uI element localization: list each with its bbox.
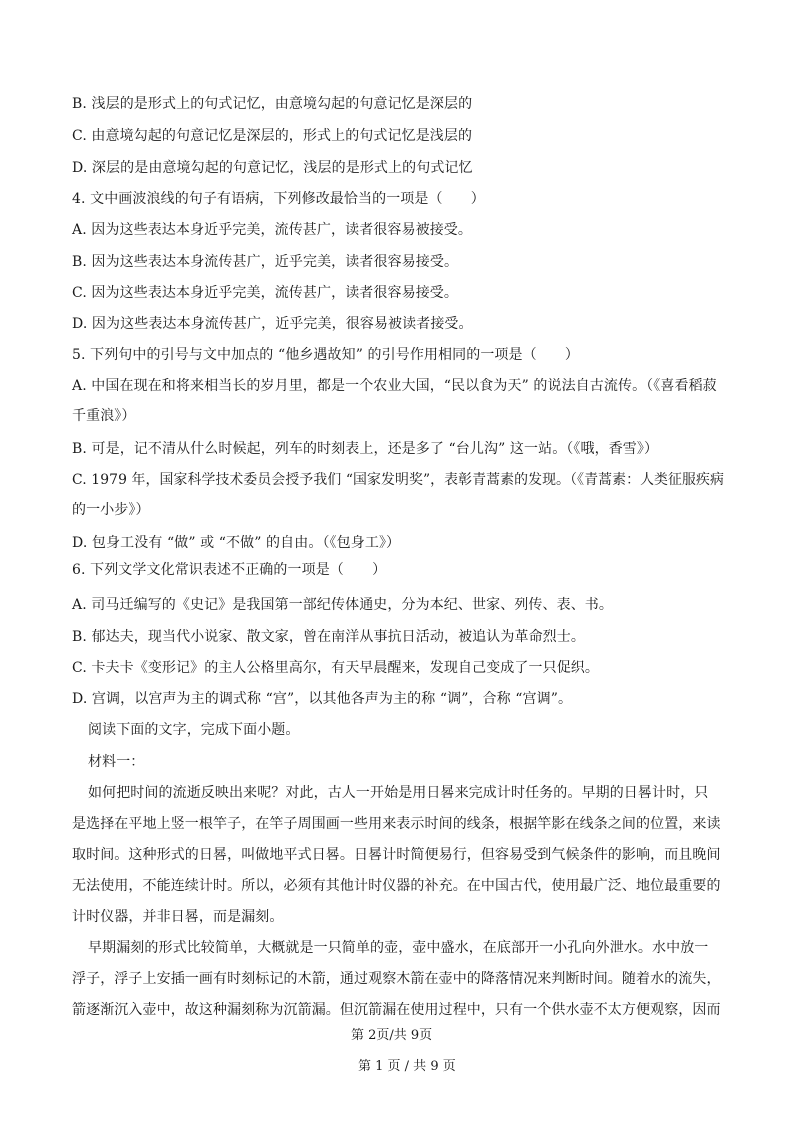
- option-d-q6: D. 宫调，以宫声为主的调式称 “宫”，以其他各声为主的称 “调”，合称 “宫调”。: [72, 691, 573, 707]
- option-b-q6: B. 郁达夫，现当代小说家、散文家，曾在南洋从事抗日活动，被追认为革命烈士。: [72, 629, 585, 645]
- option-a-q5-cont: 千重浪》）: [72, 408, 136, 424]
- option-b-q3: B. 浅层的是形式上的句式记忆，由意境勾起的句意记忆是深层的: [72, 96, 473, 112]
- inner-page-number: 第 2页/共 9页: [351, 1028, 433, 1043]
- option-d-q3: D. 深层的是由意境勾起的句意记忆，浅层的是形式上的句式记忆: [72, 160, 473, 176]
- paragraph-1-line-5: 计时仪器，并非日晷，而是漏刻。: [72, 909, 284, 925]
- reading-instruction: 阅读下面的文字，完成下面小题。: [88, 722, 300, 738]
- option-c-q5: C. 1979 年，国家科学技术委员会授予我们 “国家发明奖”，表彰青蒿素的发现。（《青蒿素：人类征服疾病: [72, 472, 725, 488]
- option-c-q5-cont: 的一小步》）: [72, 502, 150, 518]
- question-4: 4. 文中画波浪线的句子有语病，下列修改最恰当的一项是（ ）: [72, 191, 485, 207]
- paragraph-1-line-4: 无法使用，不能连续计时。所以，必须有其他计时仪器的补充。在中国古代，使用最广泛、地位最重要的: [72, 878, 721, 894]
- paragraph-1-line-3: 取时间。这种形式的日晷，叫做地平式日晷。日晷计时简便易行，但容易受到气候条件的影响，而且晚间: [72, 847, 721, 863]
- option-a-q6: A. 司马迁编写的《史记》是我国第一部纪传体通史，分为本纪、世家、列传、表、书。: [72, 597, 614, 613]
- option-c-q3: C. 由意境勾起的句意记忆是深层的，形式上的句式记忆是浅层的: [72, 128, 473, 144]
- paragraph-2-line-2: 浮子，浮子上安插一画有时刻标记的木箭，通过观察木箭在壶中的降落情况来判断时间。随着水的流失，: [72, 971, 721, 987]
- option-b-q5: B. 可是，记不清从什么时候起，列车的时刻表上，还是多了 “台儿沟” 这一站。（《哦，香雪》）: [72, 441, 659, 457]
- paragraph-1-line-1: 如何把时间的流逝反映出来呢？对此，古人一开始是用日晷来完成计时任务的。早期的日晷计时，只: [88, 785, 709, 801]
- question-5: 5. 下列句中的引号与文中加点的 “他乡遇故知” 的引号作用相同的一项是（ ）: [72, 347, 580, 363]
- question-6: 6. 下列文学文化常识表述不正确的一项是（ ）: [72, 562, 387, 578]
- option-b-q4: B. 因为这些表达本身流传甚广，近乎完美，读者很容易接受。: [72, 254, 459, 270]
- outer-page-number: 第 1 页 / 共 9 页: [358, 1059, 456, 1074]
- option-d-q4: D. 因为这些表达本身流传甚广，近乎完美，很容易被读者接受。: [72, 316, 473, 332]
- paragraph-2-line-1: 早期漏刻的形式比较简单，大概就是一只简单的壶，壶中盛水，在底部开一小孔向外泄水。水中放一: [88, 940, 709, 956]
- paragraph-1-line-2: 是选择在平地上竖一根竿子，在竿子周围画一些用来表示时间的线条，根据竿影在线条之间的位置，来读: [72, 816, 721, 832]
- material-heading: 材料一：: [88, 754, 145, 770]
- option-a-q4: A. 因为这些表达本身近乎完美，流传甚广，读者很容易被接受。: [72, 222, 473, 238]
- option-a-q5: A. 中国在现在和将来相当长的岁月里，都是一个农业大国，“民以食为天” 的说法自古流传。（《喜看稻菽: [72, 378, 717, 394]
- option-d-q5: D. 包身工没有 “做” 或 “不做” 的自由。（《包身工》）: [72, 535, 401, 551]
- option-c-q6: C. 卡夫卡《变形记》的主人公格里高尔，有天早晨醒来，发现自己变成了一只促织。: [72, 660, 600, 676]
- option-c-q4: C. 因为这些表达本身近乎完美，流传甚广，读者很容易接受。: [72, 285, 459, 301]
- paragraph-2-line-3: 箭逐渐沉入壶中，故这种漏刻称为沉箭漏。但沉箭漏在使用过程中，只有一个供水壶不太方便观察，因而: [72, 1002, 721, 1018]
